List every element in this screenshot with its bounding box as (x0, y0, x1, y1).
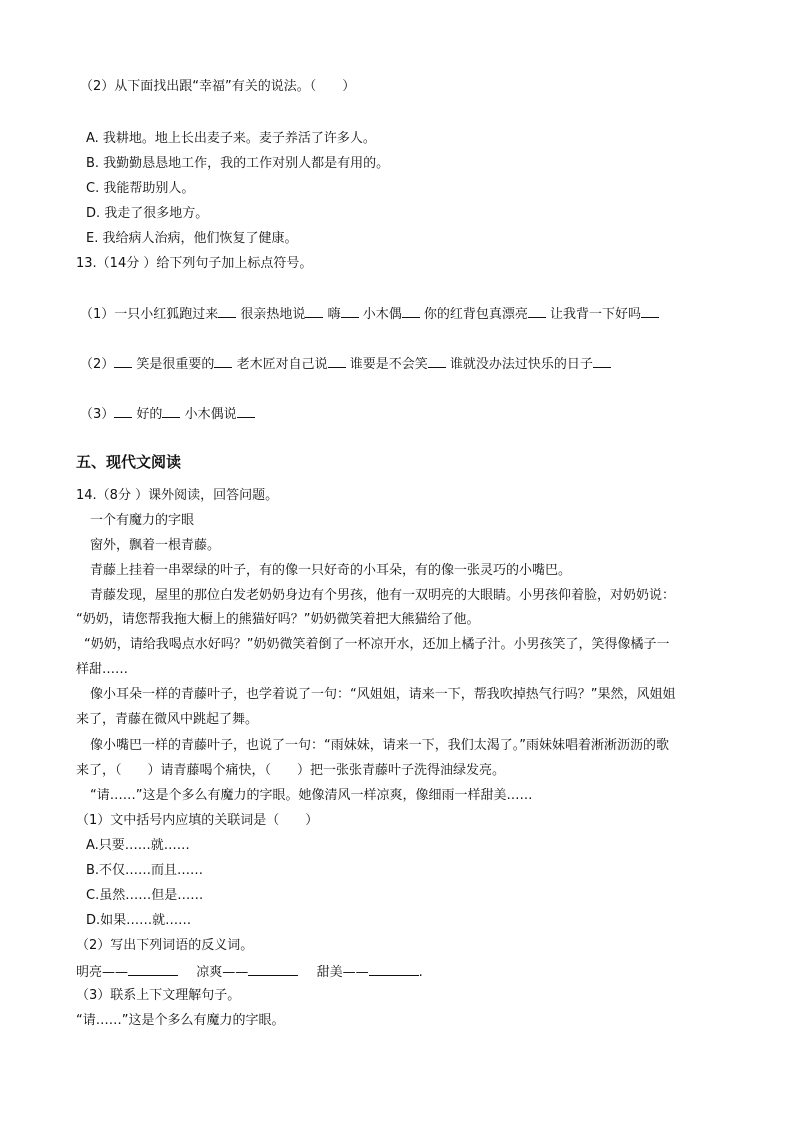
s2-part: 谁就没办法过快乐的日子 (449, 357, 593, 372)
punct-blank[interactable] (428, 354, 446, 368)
punct-blank[interactable] (593, 354, 611, 368)
s2-part: 谁要是不会笑 (349, 357, 428, 372)
punct-blank[interactable] (305, 304, 323, 318)
punct-blank[interactable] (237, 404, 255, 418)
q12-option-c: C. 我能帮助别人。 (86, 181, 195, 196)
s1-part: 小木偶 (362, 307, 402, 322)
q12-option-e: E. 我给病人治病，他们恢复了健康。 (86, 231, 298, 246)
q12-option-a: A. 我耕地。地上长出麦子来。麦子养活了许多人。 (86, 131, 376, 146)
s2-part: 笑是很重要的 (136, 357, 215, 372)
passage-line: “奶奶，请给我喝点水好吗？”奶奶微笑着倒了一杯凉开水，还加上橘子汁。小男孩笑了，笑得像橘子一 (84, 637, 670, 652)
s2-part: 老木匠对自己说 (236, 357, 328, 372)
q14-sub1-option-d: D.如果……就…… (86, 913, 192, 928)
answer-blank[interactable] (248, 962, 298, 976)
q14-header: 14.（8分 ）课外阅读，回答问题。 (76, 488, 279, 503)
s3-part: 小木偶说 (184, 407, 237, 422)
passage-line: 来了，青藤在微风中跳起了舞。 (76, 712, 259, 727)
antonym-word: 凉爽—— (196, 965, 249, 980)
s1-part: 嗨 (327, 307, 341, 322)
punct-blank[interactable] (341, 304, 359, 318)
antonym-word: 甜美—— (316, 965, 369, 980)
q14-sub1-option-b: B.不仅……而且…… (86, 863, 204, 878)
q12-part2-prompt: （2）从下面找出跟“幸福”有关的说法。（ ） (80, 79, 356, 94)
passage-title: 一个有魔力的字眼 (90, 513, 195, 528)
q13-header: 13.（14分 ）给下列句子加上标点符号。 (76, 256, 313, 271)
q14-sub1-option-a: A.只要……就…… (86, 838, 190, 853)
s1-part: 很亲热地说 (240, 307, 306, 322)
q14-sub1-prompt: （1）文中括号内应填的关联词是（ ） (76, 813, 319, 828)
passage-line: 窗外，飘着一根青藤。 (90, 538, 221, 553)
s2-part: （2） (80, 357, 115, 372)
end-mark: . (418, 965, 423, 980)
passage-line: “请……”这是个多么有魔力的字眼。她像清风一样凉爽，像细雨一样甜美…… (90, 788, 533, 803)
punct-blank[interactable] (162, 404, 180, 418)
passage-line: 像小嘴巴一样的青藤叶子，也说了一句：“雨妹妹，请来一下，我们太渴了。”雨妹妹唱着淅淅沥沥的歌 (90, 738, 669, 753)
q12-option-d: D. 我走了很多地方。 (86, 206, 209, 221)
punct-blank[interactable] (528, 304, 546, 318)
punct-blank[interactable] (114, 404, 132, 418)
passage-line: 青藤上挂着一串翠绿的叶子，有的像一只好奇的小耳朵，有的像一张灵巧的小嘴巴。 (90, 563, 572, 578)
s1-part: 让我背一下好吗 (550, 307, 642, 322)
punct-blank[interactable] (328, 354, 346, 368)
passage-line: 青藤发现，屋里的那位白发老奶奶身边有个男孩，他有一双明亮的大眼睛。小男孩仰着脸，对奶奶说： (90, 588, 676, 603)
s3-part: 好的 (136, 407, 163, 422)
passage-line: 像小耳朵一样的青藤叶子，也学着说了一句：“风姐姐，请来一下，帮我吹掉热气行吗？”果然，风姐姐 (90, 687, 676, 702)
answer-blank[interactable] (369, 962, 419, 976)
q14-sub2-antonyms (76, 962, 423, 982)
section-title: 五、现代文阅读 (76, 453, 182, 471)
punct-blank[interactable] (402, 304, 420, 318)
q14-sub3-quote: “请……”这是个多么有魔力的字眼。 (76, 1013, 285, 1028)
punct-blank[interactable] (114, 354, 132, 368)
q13-sentence-2 (80, 354, 611, 374)
s3-part: （3） (80, 407, 115, 422)
s1-part: （1）一只小红狐跑过来 (80, 307, 219, 322)
passage-line: 样甜…… (76, 662, 129, 677)
q13-sentence-3 (80, 404, 255, 424)
punct-blank[interactable] (641, 304, 659, 318)
antonym-word: 明亮—— (76, 965, 129, 980)
q14-sub2-prompt: （2）写出下列词语的反义词。 (76, 938, 254, 953)
passage-line: “奶奶，请您帮我拖大橱上的熊猫好吗？”奶奶微笑着把大熊猫给了他。 (76, 612, 480, 627)
passage-line: 来了，（ ）请青藤喝个痛快，（ ）把一张张青藤叶子洗得油绿发亮。 (76, 763, 506, 778)
punct-blank[interactable] (218, 304, 236, 318)
q14-sub3-prompt: （3）联系上下文理解句子。 (76, 988, 241, 1003)
q13-sentence-1 (80, 304, 659, 324)
answer-blank[interactable] (128, 962, 178, 976)
q12-option-b: B. 我勤勤恳恳地工作，我的工作对别人都是有用的。 (86, 156, 390, 171)
q14-sub1-option-c: C.虽然……但是…… (86, 888, 204, 903)
punct-blank[interactable] (214, 354, 232, 368)
s1-part: 你的红背包真漂亮 (423, 307, 528, 322)
